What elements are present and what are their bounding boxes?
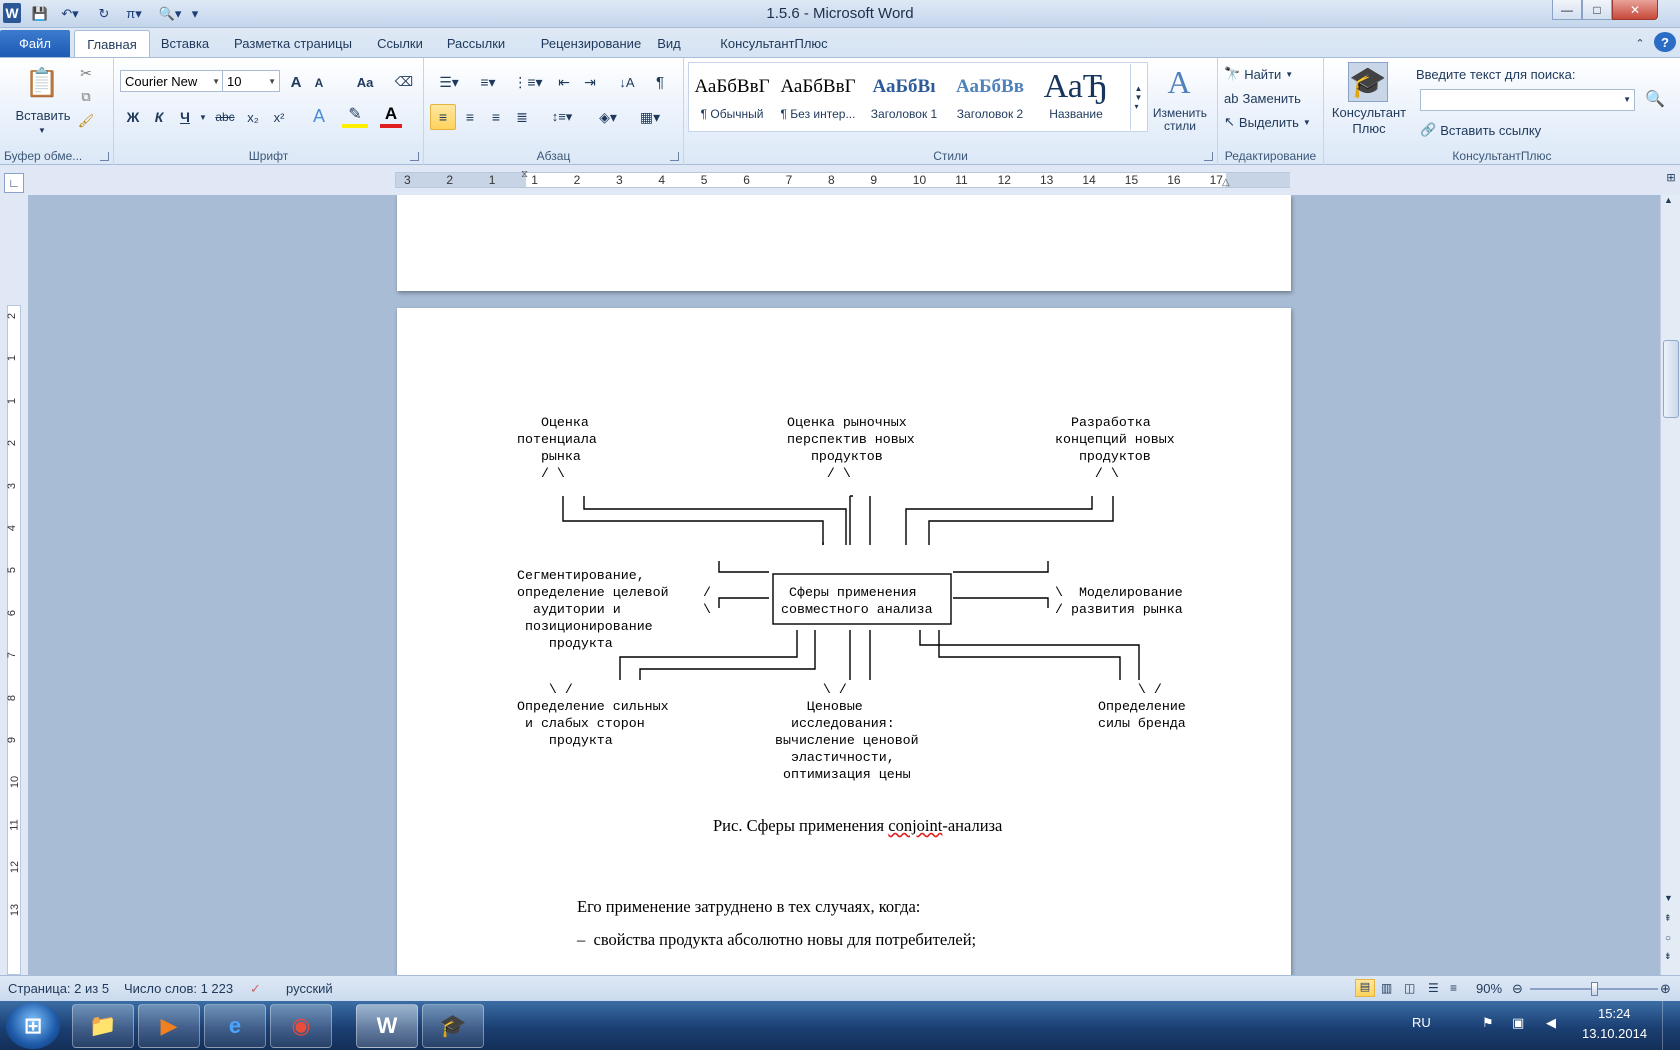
ruler-number: 4	[658, 173, 666, 187]
chrome-taskbar-icon[interactable]: ◉	[270, 1004, 332, 1048]
body-paragraph-1: Его применение затруднено в тех случаях, когда:	[577, 897, 921, 916]
document-workspace[interactable]	[28, 195, 1660, 975]
font-group	[114, 58, 424, 165]
print-preview-icon[interactable]: 🔍▾	[158, 6, 182, 21]
consultantplus-button[interactable]: Консультант Плюс	[1331, 105, 1407, 136]
body-list-item-1: – свойства продукта абсолютно новы для потребителей;	[577, 930, 977, 949]
tab-consultantplus[interactable]: КонсультантПлюс	[720, 36, 828, 51]
style-name: Заголовок 1	[870, 107, 938, 121]
cursor-icon: ↖	[1224, 114, 1235, 129]
ruler-number: 15	[1124, 173, 1139, 187]
arrow-top-left	[563, 496, 846, 545]
customize-qat-icon[interactable]: ▾	[191, 6, 199, 21]
figure-caption	[713, 816, 1002, 836]
styles-launcher-icon[interactable]	[1204, 152, 1213, 161]
insert-link-label: Вставить ссылку	[1440, 122, 1542, 138]
binoculars-icon: 🔭	[1224, 66, 1241, 81]
show-desktop-button[interactable]	[1662, 1001, 1680, 1050]
vruler-number: 3	[6, 482, 19, 489]
ruler-number: 7	[785, 173, 793, 187]
equation-icon[interactable]: π▾	[126, 6, 142, 21]
outline-icon[interactable]: ☰	[1428, 981, 1439, 995]
format-painter-icon[interactable]: 🖌	[77, 113, 95, 128]
vruler-number: 7	[6, 652, 19, 659]
replace-icon: ab	[1224, 90, 1239, 106]
scroll-up-icon[interactable]: ▲	[1664, 195, 1673, 205]
ruler-number: 16	[1167, 173, 1181, 187]
editing-group	[1218, 58, 1324, 165]
ruler-number: 2	[573, 173, 581, 187]
diagram-bottom-right: \ / Определение силы бренда	[1098, 682, 1186, 731]
styles-group	[684, 58, 1218, 165]
vruler-number: 11	[8, 819, 21, 831]
ruler-number: 2	[446, 173, 454, 187]
search-go-icon[interactable]: 🔍	[1645, 91, 1665, 108]
replace-button[interactable]	[1224, 88, 1316, 108]
style-name: Заголовок 2	[956, 107, 1024, 121]
start-button-icon[interactable]: ⊞	[6, 1003, 60, 1049]
web-layout-icon[interactable]: ◫	[1404, 981, 1416, 995]
vertical-scrollbar[interactable]	[1660, 195, 1680, 975]
ruler-number: 1	[488, 173, 496, 187]
left-margin-shade	[396, 173, 526, 187]
style-name: Название	[1049, 107, 1103, 121]
styles-scroll-icon[interactable]: ▲ ▼ ▾	[1130, 64, 1146, 130]
ribbon	[0, 57, 1680, 165]
ruler-number: 10	[912, 173, 927, 187]
zoom-level[interactable]: 90%	[1476, 981, 1503, 996]
scroll-down-icon[interactable]: ▼	[1664, 893, 1673, 903]
underline-dropdown-icon[interactable]: ▼	[199, 112, 207, 122]
bold-button[interactable]: Ж	[126, 109, 140, 125]
vruler-number: 4	[6, 524, 19, 532]
caption-spellcheck-word: conjoint	[888, 816, 943, 835]
redo-icon[interactable]: ↻	[98, 6, 110, 21]
find-button[interactable]	[1224, 64, 1314, 84]
justify-icon[interactable]: ≣	[516, 108, 528, 125]
vruler-number: 1	[6, 355, 19, 362]
browse-object-icon[interactable]: ○	[1665, 933, 1672, 944]
maximize-button[interactable]: □	[1582, 0, 1612, 20]
sort-icon[interactable]: ↓A	[619, 74, 635, 90]
language-indicator[interactable]: русский	[286, 981, 333, 996]
shading-icon[interactable]: ◈▾	[599, 108, 617, 125]
link-icon: 🔗	[1420, 122, 1437, 137]
vruler-number: 10	[9, 776, 22, 789]
vruler-number: 12	[9, 861, 22, 874]
diagram-top-center: Оценка рыночных перспектив новых продуктов / \	[787, 415, 915, 481]
style-sample: АаБбВв	[956, 76, 1024, 97]
vruler-number: 5	[6, 567, 19, 574]
find-label: Найти	[1244, 66, 1282, 82]
style-name: ¶ Без интер...	[780, 107, 856, 121]
diagram-top-right: Разработка концепций новых продуктов / \	[1055, 415, 1175, 481]
windows-taskbar	[0, 1001, 1680, 1050]
dropdown-arrow-icon: ▼	[268, 77, 276, 86]
undo-icon[interactable]: ↶▾	[61, 6, 79, 21]
copy-icon[interactable]: ⧉	[81, 89, 91, 104]
draft-icon[interactable]: ≡	[1450, 981, 1458, 995]
zoom-slider-thumb[interactable]	[1591, 982, 1598, 996]
paste-dropdown-icon[interactable]: ▼	[38, 125, 46, 135]
change-styles-button[interactable]: Изменить стили	[1152, 106, 1208, 133]
clear-formatting-icon[interactable]: ⌫	[394, 74, 414, 89]
window-title: 1.5.6 - Microsoft Word	[766, 5, 914, 22]
clipboard-launcher-icon[interactable]	[100, 152, 109, 161]
insert-link-button[interactable]	[1420, 120, 1570, 140]
word-taskbar-icon[interactable]: W	[356, 1004, 418, 1048]
tab-mailings[interactable]: Рассылки	[446, 36, 506, 51]
consultant-search-input[interactable]	[1420, 89, 1635, 111]
bullets-icon[interactable]: ☰▾	[439, 73, 459, 90]
ruler-number: 9	[870, 173, 878, 187]
media-player-taskbar-icon[interactable]: ▶	[138, 1004, 200, 1048]
diagram-bottom-left: \ / Определение сильных и слабых сторон продукта	[517, 682, 669, 748]
font-size-value: 10	[227, 73, 242, 89]
consultant-taskbar-icon[interactable]: 🎓	[422, 1004, 484, 1048]
ruler-number: 8	[828, 173, 835, 187]
clock-date[interactable]: 13.10.2014	[1582, 1026, 1648, 1041]
save-icon[interactable]: 💾	[31, 6, 49, 21]
vertical-ruler[interactable]	[0, 195, 28, 975]
print-layout-icon[interactable]: ▤	[1355, 979, 1375, 997]
change-case-button[interactable]: Aa	[356, 74, 374, 90]
italic-button[interactable]: К	[154, 109, 164, 125]
zoom-out-icon[interactable]: ⊖	[1512, 981, 1523, 996]
vruler-number: 2	[6, 312, 19, 320]
tab-page-layout[interactable]: Разметка страницы	[234, 36, 352, 51]
vruler-number: 6	[6, 609, 19, 616]
vruler-number: 2	[6, 440, 19, 447]
prev-page-icon[interactable]: ⇞	[1664, 913, 1672, 923]
tray-language[interactable]: RU	[1412, 1015, 1431, 1030]
font-color-button[interactable]: A	[380, 104, 402, 128]
replace-label: Заменить	[1242, 90, 1301, 106]
full-screen-reading-icon[interactable]: ▥	[1381, 981, 1393, 995]
style-no-spacing[interactable]	[776, 62, 860, 130]
increase-indent-icon[interactable]: ⇥	[584, 73, 596, 90]
strikethrough-button[interactable]: abc	[215, 110, 235, 124]
help-icon[interactable]: ?	[1654, 32, 1676, 52]
clipboard-group	[0, 58, 114, 165]
paragraph-group-label: Абзац	[536, 149, 571, 163]
ruler-number: 3	[404, 173, 411, 187]
consultant-avatar-icon[interactable]: 🎓	[1348, 62, 1388, 102]
ruler-number: 12	[997, 173, 1011, 187]
ruler-number: 11	[955, 173, 968, 187]
line-spacing-icon[interactable]: ↕≡▾	[551, 109, 573, 124]
style-normal[interactable]	[690, 62, 774, 130]
ruler-number: 14	[1082, 173, 1096, 187]
vruler-strip	[7, 305, 21, 975]
view-ruler-icon[interactable]: ⊞	[1666, 172, 1676, 184]
word-count[interactable]: Число слов: 1 223	[124, 981, 234, 996]
grow-font-button[interactable]: A	[290, 73, 302, 91]
dropdown-arrow-icon: ▼	[1623, 95, 1631, 104]
proofing-icon[interactable]: ✓	[250, 981, 261, 996]
paragraph-group	[424, 58, 684, 165]
editing-group-label: Редактирование	[1224, 149, 1317, 163]
minimize-button[interactable]: —	[1552, 0, 1582, 20]
style-heading-1[interactable]	[862, 62, 946, 130]
zoom-slider[interactable]	[1530, 988, 1658, 990]
styles-group-label: Стили	[933, 149, 968, 163]
action-center-icon[interactable]: ⚑	[1482, 1015, 1494, 1030]
style-sample: АаЂ	[1043, 68, 1109, 105]
consultantplus-group	[1324, 58, 1680, 165]
ribbon-tabs	[0, 28, 1680, 58]
page-indicator[interactable]: Страница: 2 из 5	[8, 981, 110, 996]
tab-insert[interactable]: Вставка	[160, 36, 210, 51]
highlight-icon[interactable]: ✎	[342, 104, 368, 128]
font-family-value: Courier New	[125, 73, 198, 89]
horizontal-ruler[interactable]	[0, 165, 1680, 195]
clipboard-group-label: Буфер обме...	[4, 149, 83, 163]
style-sample: АаБбВвГ	[780, 76, 856, 97]
borders-icon[interactable]: ▦▾	[639, 108, 661, 125]
vruler-number: 8	[6, 694, 19, 701]
align-center-icon[interactable]: ≡	[465, 109, 475, 125]
search-label: Введите текст для поиска:	[1416, 66, 1576, 82]
dropdown-arrow-icon: ▼	[212, 77, 220, 86]
tab-selector-icon[interactable]: ∟	[4, 173, 24, 193]
tab-view[interactable]: Вид	[657, 36, 681, 51]
cut-icon[interactable]: ✂	[80, 64, 92, 81]
volume-icon[interactable]: ◀	[1546, 1015, 1556, 1030]
ruler-strip	[395, 169, 1290, 188]
select-label: Выделить	[1238, 114, 1299, 130]
ruler-number: 5	[700, 173, 708, 187]
style-sample: АаБбВı	[872, 76, 936, 97]
zoom-in-icon[interactable]: ⊕	[1660, 981, 1671, 996]
indent-marker-icon[interactable]: ⧖	[521, 169, 529, 180]
underline-button[interactable]: Ч	[180, 109, 190, 125]
right-indent-marker-icon[interactable]: △	[1222, 177, 1230, 188]
paste-icon[interactable]: 📋	[24, 66, 60, 98]
multilevel-list-icon[interactable]: ⋮≡▾	[513, 73, 543, 90]
text-effects-button[interactable]: A	[312, 105, 325, 126]
decrease-indent-icon[interactable]: ⇤	[558, 73, 570, 90]
scroll-thumb[interactable]	[1663, 340, 1679, 418]
ruler-number: 3	[616, 173, 623, 187]
show-formatting-button[interactable]: ¶	[655, 73, 665, 91]
diagram-top-left: Оценка потенциала рынка / \	[517, 415, 597, 481]
subscript-button[interactable]: x₂	[247, 109, 259, 125]
vruler-number: 9	[6, 736, 19, 744]
collapse-ribbon-icon[interactable]: ⌃	[1635, 38, 1645, 50]
diagram-center: Сферы применения совместного анализа	[781, 585, 933, 617]
font-size-select[interactable]	[222, 70, 280, 92]
tab-home[interactable]: Главная	[74, 30, 150, 57]
diagram-bottom-center: \ / Ценовые исследования: вычисление ценовой эластичности, оптимизация цены	[775, 682, 919, 782]
vruler-number: 1	[6, 397, 19, 404]
title-bar	[0, 0, 1680, 28]
style-heading-2[interactable]	[948, 62, 1032, 130]
status-bar	[0, 975, 1680, 1001]
style-name: ¶ Обычный	[700, 107, 764, 121]
change-styles-icon[interactable]: A	[1167, 63, 1191, 100]
close-button[interactable]: ✕	[1612, 0, 1658, 20]
explorer-taskbar-icon[interactable]: 📁	[72, 1004, 134, 1048]
tab-references[interactable]: Ссылки	[377, 36, 423, 51]
paste-button[interactable]: Вставить	[15, 107, 71, 123]
font-group-label: Шрифт	[248, 149, 289, 163]
word-app-icon[interactable]: W	[3, 3, 21, 23]
next-page-icon[interactable]: ⇟	[1664, 951, 1672, 961]
align-left-icon[interactable]: ≡	[430, 104, 456, 130]
dropdown-arrow-icon: ▼	[1285, 69, 1294, 79]
ruler-number: 17	[1209, 173, 1223, 187]
shrink-font-button[interactable]: A	[314, 76, 324, 90]
tab-file[interactable]: Файл	[0, 30, 70, 57]
ruler-number: 13	[1040, 173, 1054, 187]
caption-text-end: -анализа	[942, 816, 1003, 835]
ruler-number: 6	[743, 173, 750, 187]
font-family-select[interactable]	[120, 70, 224, 92]
superscript-button[interactable]: x²	[273, 109, 285, 125]
diagram-mid-left-arrow: / \	[703, 585, 711, 617]
clock-time[interactable]: 15:24	[1598, 1006, 1631, 1021]
style-title[interactable]	[1034, 62, 1118, 130]
caption-text: Рис. Сферы применения	[713, 816, 889, 835]
vruler-number: 13	[9, 903, 22, 916]
tab-review[interactable]: Рецензирование	[540, 36, 642, 51]
dropdown-arrow-icon: ▼	[1302, 117, 1311, 127]
diagram-mid-left: Сегментирование, определение целевой аудитории и позиционирование продукта	[517, 568, 669, 651]
select-button[interactable]	[1224, 112, 1322, 132]
numbering-icon[interactable]: ≡▾	[480, 73, 496, 90]
page-2[interactable]	[397, 308, 1291, 975]
paragraph-launcher-icon[interactable]	[670, 152, 679, 161]
style-sample: АаБбВвГ	[694, 76, 770, 97]
font-launcher-icon[interactable]	[410, 152, 419, 161]
page-1-bottom[interactable]	[397, 195, 1291, 291]
ruler-number: 1	[531, 173, 538, 187]
network-icon[interactable]: ▣	[1512, 1015, 1525, 1030]
internet-explorer-taskbar-icon[interactable]: e	[204, 1004, 266, 1048]
diagram-mid-right: \ Моделирование / развития рынка	[1055, 585, 1183, 617]
align-right-icon[interactable]: ≡	[491, 109, 501, 125]
consultantplus-group-label: КонсультантПлюс	[1452, 149, 1552, 163]
right-margin-shade	[1226, 173, 1290, 187]
